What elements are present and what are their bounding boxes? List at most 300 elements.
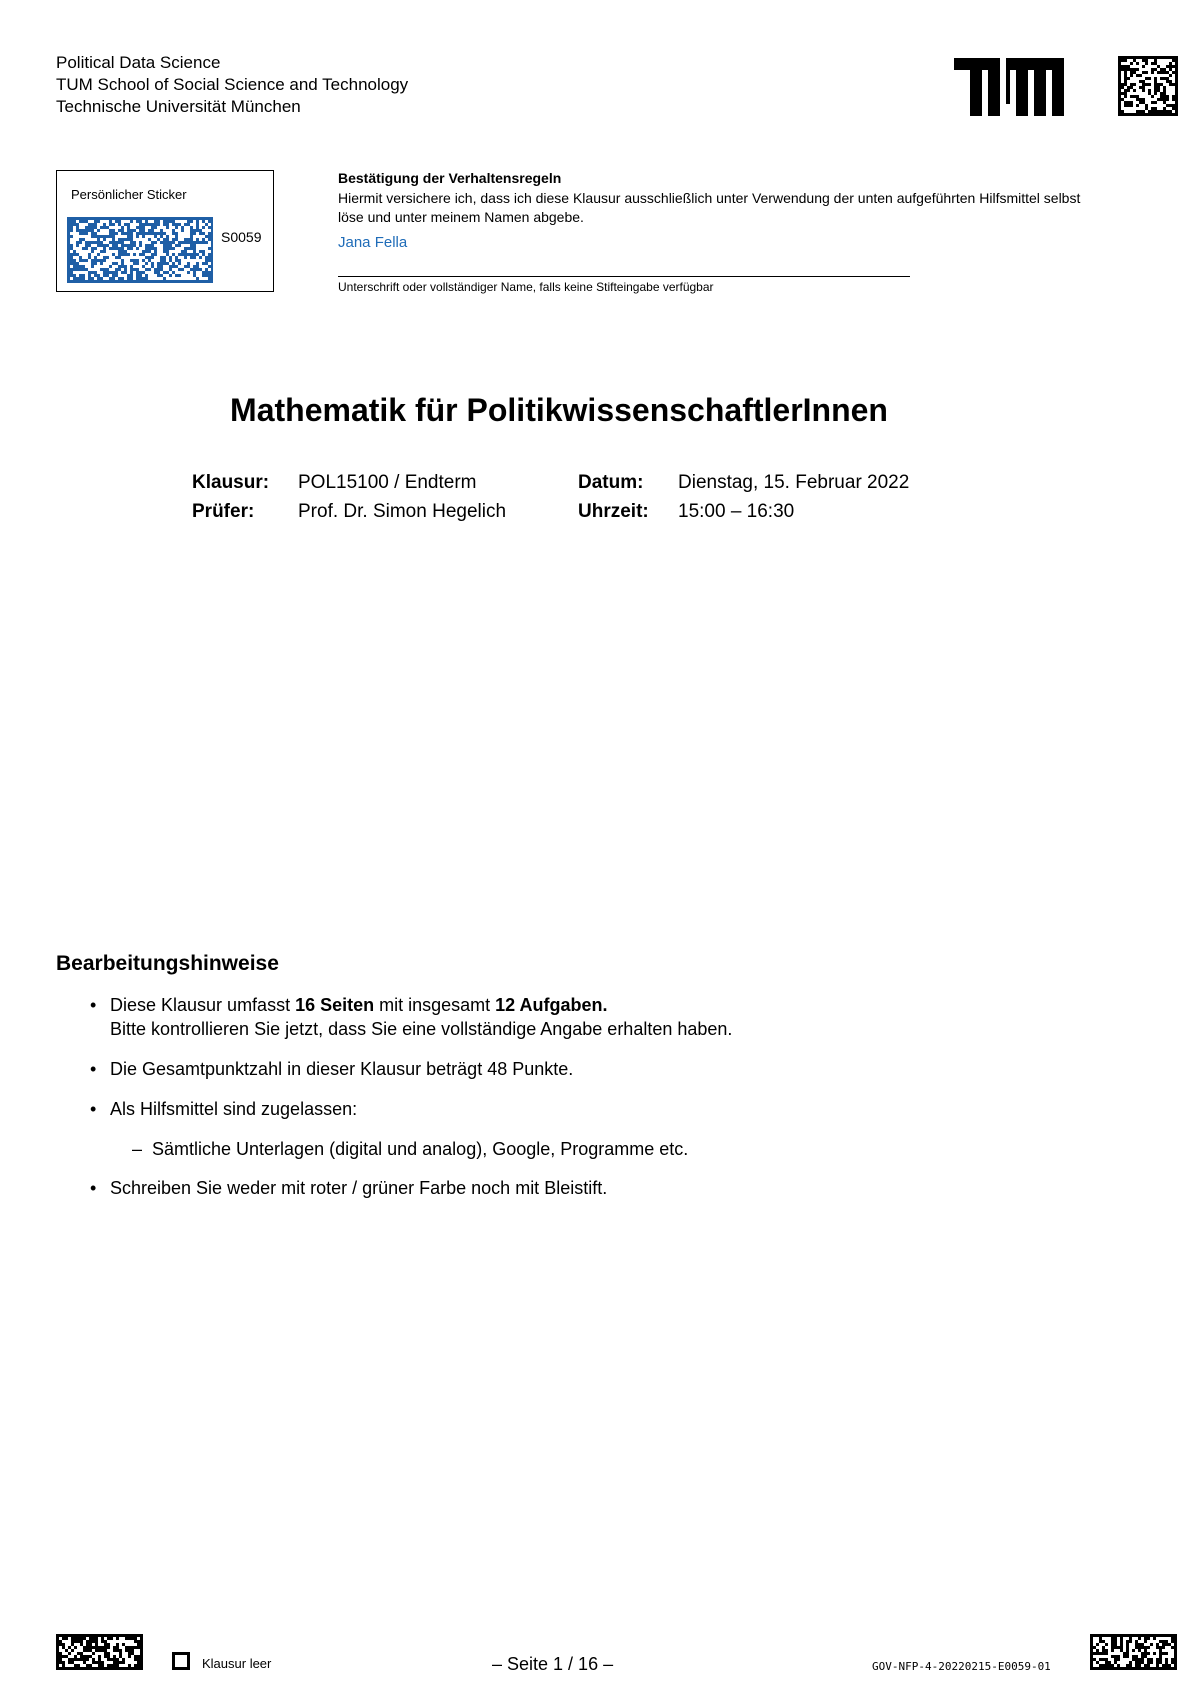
code-module	[122, 1661, 125, 1664]
code-module	[97, 253, 100, 256]
code-module	[127, 247, 130, 250]
code-module	[76, 226, 79, 229]
code-module	[1141, 1646, 1144, 1649]
code-module	[190, 229, 193, 232]
code-module	[95, 1637, 98, 1640]
code-module	[1130, 104, 1133, 107]
code-module	[128, 1649, 131, 1652]
code-module	[127, 223, 130, 226]
code-module	[76, 268, 79, 271]
code-module	[125, 1667, 128, 1670]
code-module	[67, 223, 70, 226]
code-module	[73, 274, 76, 277]
code-module	[131, 1649, 134, 1652]
code-module	[125, 1637, 128, 1640]
code-module	[1174, 1661, 1177, 1664]
code-module	[70, 220, 73, 223]
code-module	[157, 220, 160, 223]
code-module	[1118, 62, 1121, 65]
instruction-tasks: 12 Aufgaben	[495, 995, 603, 1015]
code-module	[1111, 1640, 1114, 1643]
code-module	[1166, 104, 1169, 107]
code-module	[1133, 71, 1136, 74]
code-module	[1121, 83, 1124, 86]
code-module	[76, 229, 79, 232]
code-module	[169, 241, 172, 244]
code-module	[1136, 74, 1139, 77]
code-module	[136, 271, 139, 274]
code-module	[1139, 113, 1142, 116]
code-module	[184, 247, 187, 250]
code-module	[88, 280, 91, 283]
code-module	[1157, 98, 1160, 101]
code-module	[205, 274, 208, 277]
code-module	[125, 1649, 128, 1652]
code-module	[1090, 1652, 1093, 1655]
code-module	[1090, 1646, 1093, 1649]
code-module	[62, 1655, 65, 1658]
code-module	[118, 238, 121, 241]
instruction-subitem	[132, 1137, 688, 1161]
code-module	[97, 235, 100, 238]
code-module	[1171, 1661, 1174, 1664]
code-module	[1139, 86, 1142, 89]
code-module	[65, 1637, 68, 1640]
code-module	[160, 229, 163, 232]
code-module	[187, 280, 190, 283]
code-module	[101, 1661, 104, 1664]
code-module	[1108, 1664, 1111, 1667]
code-module	[124, 244, 127, 247]
code-module	[1142, 113, 1145, 116]
code-module	[1099, 1658, 1102, 1661]
code-module	[1163, 101, 1166, 104]
code-module	[1138, 1643, 1141, 1646]
code-module	[74, 1655, 77, 1658]
code-module	[94, 235, 97, 238]
code-module	[1105, 1652, 1108, 1655]
code-module	[208, 259, 211, 262]
code-module	[1148, 56, 1151, 59]
code-module	[1130, 74, 1133, 77]
code-module	[76, 241, 79, 244]
code-module	[1162, 1664, 1165, 1667]
code-module	[1102, 1652, 1105, 1655]
code-module	[211, 253, 213, 256]
code-module	[1175, 65, 1178, 68]
code-module	[1172, 95, 1175, 98]
code-module	[1150, 1667, 1153, 1670]
code-module	[1151, 62, 1154, 65]
klausur-label: Klausur:	[192, 472, 270, 493]
code-module	[202, 280, 205, 283]
code-module	[184, 223, 187, 226]
code-module	[1154, 92, 1157, 95]
code-module	[178, 268, 181, 271]
code-module	[94, 271, 97, 274]
code-module	[1135, 1646, 1138, 1649]
code-module	[1111, 1649, 1114, 1652]
code-module	[1150, 1634, 1153, 1637]
code-module	[137, 1640, 140, 1643]
code-module	[56, 1634, 59, 1637]
code-module	[1139, 74, 1142, 77]
code-module	[92, 1658, 95, 1661]
code-module	[112, 271, 115, 274]
code-module	[85, 244, 88, 247]
code-module	[1175, 95, 1178, 98]
code-module	[1129, 1637, 1132, 1640]
code-module	[118, 253, 121, 256]
code-module	[1162, 1643, 1165, 1646]
code-module	[1142, 59, 1145, 62]
code-module	[1130, 86, 1133, 89]
code-module	[1174, 1634, 1177, 1637]
code-module	[77, 1652, 80, 1655]
code-module	[166, 280, 169, 283]
code-module	[196, 262, 199, 265]
code-module	[112, 241, 115, 244]
code-module	[92, 1652, 95, 1655]
code-module	[169, 259, 172, 262]
code-module	[190, 238, 193, 241]
code-module	[1139, 110, 1142, 113]
code-module	[134, 1637, 137, 1640]
code-module	[77, 1658, 80, 1661]
code-module	[154, 226, 157, 229]
code-module	[65, 1655, 68, 1658]
code-module	[1105, 1661, 1108, 1664]
code-module	[79, 217, 82, 220]
code-module	[94, 280, 97, 283]
code-module	[97, 238, 100, 241]
code-module	[1142, 83, 1145, 86]
code-module	[199, 280, 202, 283]
code-module	[1111, 1667, 1114, 1670]
code-module	[109, 277, 112, 280]
code-module	[100, 244, 103, 247]
code-module	[1127, 89, 1130, 92]
code-module	[59, 1640, 62, 1643]
code-module	[133, 259, 136, 262]
code-module	[190, 220, 193, 223]
code-module	[1126, 1640, 1129, 1643]
code-module	[1135, 1661, 1138, 1664]
qr-code-bottom-left	[56, 1634, 144, 1677]
code-module	[91, 229, 94, 232]
code-module	[137, 1667, 140, 1670]
code-module	[56, 1655, 59, 1658]
code-module	[1148, 77, 1151, 80]
code-module	[71, 1640, 74, 1643]
code-module	[1175, 83, 1178, 86]
code-module	[1175, 80, 1178, 83]
code-module	[1127, 56, 1130, 59]
code-module	[1121, 98, 1124, 101]
code-module	[1162, 1634, 1165, 1637]
code-module	[73, 217, 76, 220]
code-module	[1147, 1658, 1150, 1661]
code-module	[1153, 1652, 1156, 1655]
code-module	[94, 247, 97, 250]
code-module	[68, 1661, 71, 1664]
code-module	[112, 217, 115, 220]
code-module	[1154, 62, 1157, 65]
code-module	[131, 1634, 134, 1637]
code-module	[116, 1649, 119, 1652]
code-module	[79, 220, 82, 223]
code-module	[145, 280, 148, 283]
code-module	[1127, 101, 1130, 104]
code-module	[193, 250, 196, 253]
code-module	[166, 235, 169, 238]
code-module	[1111, 1655, 1114, 1658]
code-module	[116, 1658, 119, 1661]
code-module	[157, 223, 160, 226]
code-module	[184, 217, 187, 220]
code-module	[103, 247, 106, 250]
code-module	[145, 274, 148, 277]
tum-logo	[954, 58, 1064, 116]
code-module	[1145, 59, 1148, 62]
code-module	[106, 235, 109, 238]
code-module	[145, 244, 148, 247]
code-module	[1118, 59, 1121, 62]
code-module	[172, 229, 175, 232]
code-module	[211, 217, 213, 220]
code-module	[68, 1634, 71, 1637]
code-module	[193, 265, 196, 268]
code-module	[62, 1667, 65, 1670]
code-module	[1147, 1667, 1150, 1670]
code-module	[1118, 92, 1121, 95]
code-module	[62, 1646, 65, 1649]
code-module	[1139, 101, 1142, 104]
code-module	[1099, 1637, 1102, 1640]
declaration-signature-name: Jana Fella	[338, 234, 408, 251]
code-module	[134, 1646, 137, 1649]
code-module	[139, 280, 142, 283]
personal-sticker-box	[56, 170, 274, 292]
code-module	[115, 280, 118, 283]
code-module	[112, 253, 115, 256]
code-module	[71, 1643, 74, 1646]
code-module	[190, 253, 193, 256]
code-module	[163, 220, 166, 223]
code-module	[145, 262, 148, 265]
code-module	[80, 1658, 83, 1661]
code-module	[121, 232, 124, 235]
code-module	[109, 241, 112, 244]
code-module	[122, 1658, 125, 1661]
code-module	[1124, 104, 1127, 107]
code-module	[175, 217, 178, 220]
code-module	[73, 250, 76, 253]
code-module	[121, 226, 124, 229]
code-module	[1148, 89, 1151, 92]
code-module	[94, 220, 97, 223]
code-module	[1163, 86, 1166, 89]
code-module	[1163, 98, 1166, 101]
code-module	[1154, 56, 1157, 59]
code-module	[148, 247, 151, 250]
code-module	[1165, 1652, 1168, 1655]
code-module	[1105, 1634, 1108, 1637]
code-module	[1159, 1634, 1162, 1637]
code-module	[79, 238, 82, 241]
code-module	[89, 1649, 92, 1652]
code-module	[1117, 1658, 1120, 1661]
code-module	[154, 232, 157, 235]
code-module	[181, 250, 184, 253]
code-module	[196, 277, 199, 280]
code-module	[79, 280, 82, 283]
code-module	[1096, 1652, 1099, 1655]
code-module	[112, 247, 115, 250]
code-module	[178, 253, 181, 256]
klausur-leer-checkbox[interactable]	[172, 1652, 190, 1670]
code-module	[193, 217, 196, 220]
code-module	[137, 1664, 140, 1667]
code-module	[88, 226, 91, 229]
code-module	[124, 238, 127, 241]
code-module	[115, 271, 118, 274]
code-module	[1157, 86, 1160, 89]
code-module	[1118, 56, 1121, 59]
code-module	[115, 262, 118, 265]
code-module	[142, 232, 145, 235]
code-module	[1144, 1640, 1147, 1643]
code-module	[169, 256, 172, 259]
code-module	[1090, 1643, 1093, 1646]
code-module	[142, 217, 145, 220]
code-module	[1135, 1655, 1138, 1658]
code-module	[115, 232, 118, 235]
code-module	[56, 1658, 59, 1661]
code-module	[70, 235, 73, 238]
code-module	[1124, 68, 1127, 71]
code-module	[211, 232, 213, 235]
code-module	[83, 1637, 86, 1640]
code-module	[56, 1643, 59, 1646]
code-module	[113, 1649, 116, 1652]
code-module	[169, 268, 172, 271]
code-module	[1129, 1667, 1132, 1670]
code-module	[1123, 1634, 1126, 1637]
code-module	[113, 1667, 116, 1670]
code-module	[76, 280, 79, 283]
code-module	[1105, 1664, 1108, 1667]
code-module	[175, 274, 178, 277]
code-module	[184, 265, 187, 268]
code-module	[113, 1634, 116, 1637]
code-module	[1166, 80, 1169, 83]
code-module	[151, 265, 154, 268]
code-module	[1138, 1661, 1141, 1664]
declaration-title: Bestätigung der Verhaltensregeln	[338, 170, 562, 186]
code-module	[172, 223, 175, 226]
code-module	[121, 277, 124, 280]
code-module	[1117, 1664, 1120, 1667]
code-module	[1118, 74, 1121, 77]
code-module	[1108, 1661, 1111, 1664]
code-module	[1175, 101, 1178, 104]
code-module	[1121, 86, 1124, 89]
code-module	[139, 244, 142, 247]
code-module	[1175, 56, 1178, 59]
code-module	[95, 1634, 98, 1637]
code-module	[172, 220, 175, 223]
code-module	[1130, 101, 1133, 104]
code-module	[1144, 1664, 1147, 1667]
code-module	[1136, 56, 1139, 59]
code-module	[1099, 1664, 1102, 1667]
code-module	[140, 1634, 143, 1637]
code-module	[1126, 1652, 1129, 1655]
code-module	[208, 238, 211, 241]
code-module	[130, 235, 133, 238]
code-module	[190, 235, 193, 238]
code-module	[67, 253, 70, 256]
code-module	[1142, 71, 1145, 74]
instructions-title: Bearbeitungshinweise	[56, 952, 279, 975]
code-module	[88, 229, 91, 232]
code-module	[133, 217, 136, 220]
code-module	[67, 241, 70, 244]
code-module	[112, 280, 115, 283]
code-module	[1132, 1649, 1135, 1652]
code-module	[175, 235, 178, 238]
code-module	[196, 220, 199, 223]
code-module	[1156, 1667, 1159, 1670]
code-module	[1157, 83, 1160, 86]
code-module	[1144, 1667, 1147, 1670]
code-module	[1160, 83, 1163, 86]
code-module	[130, 247, 133, 250]
code-module	[106, 226, 109, 229]
code-module	[125, 1634, 128, 1637]
code-module	[79, 232, 82, 235]
qr-code-bottom-right	[1090, 1634, 1178, 1677]
code-module	[139, 223, 142, 226]
code-module	[56, 1664, 59, 1667]
code-module	[100, 226, 103, 229]
code-module	[175, 256, 178, 259]
code-module	[86, 1658, 89, 1661]
code-module	[1154, 83, 1157, 86]
code-module	[103, 256, 106, 259]
code-module	[1121, 92, 1124, 95]
code-module	[88, 223, 91, 226]
code-module	[196, 265, 199, 268]
page-number: – Seite 1 / 16 –	[492, 1654, 614, 1674]
code-module	[101, 1637, 104, 1640]
code-module	[82, 280, 85, 283]
code-module	[1130, 62, 1133, 65]
code-module	[172, 217, 175, 220]
code-module	[1090, 1640, 1093, 1643]
code-module	[160, 274, 163, 277]
code-module	[91, 217, 94, 220]
code-module	[116, 1667, 119, 1670]
code-module	[181, 241, 184, 244]
code-module	[77, 1634, 80, 1637]
code-module	[1118, 110, 1121, 113]
code-module	[88, 217, 91, 220]
code-module	[62, 1637, 65, 1640]
sticker-code-graphic	[67, 217, 213, 283]
code-module	[103, 238, 106, 241]
